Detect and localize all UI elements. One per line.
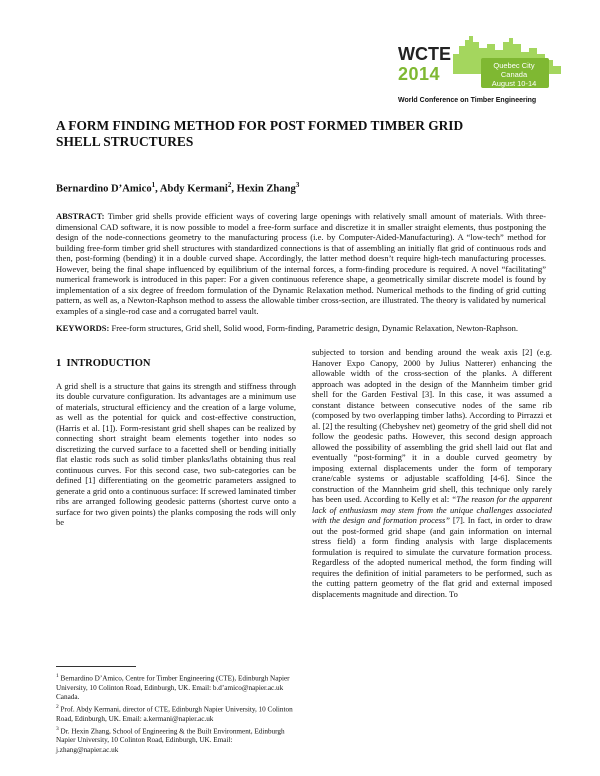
author-name: Bernardino D’Amico xyxy=(56,183,152,195)
author-name: Hexin Zhang xyxy=(236,183,296,195)
section-heading xyxy=(56,359,296,370)
author-separator: , xyxy=(155,183,160,195)
footnote-text: Dr. Hexin Zhang, School of Engineering & the Built Environment, Edinburgh Napier University, 10 Colinton Road, Edinburgh, UK. Email: j.zhang@napier.ac.uk xyxy=(56,727,285,754)
paper-title: A FORM FINDING METHOD FOR POST FORMED TIMBER GRID SHELL STRUCTURES xyxy=(56,118,464,149)
footnote-text: Bernardino D’Amico, Centre for Timber Engineering (CTE), Edinburgh Napier University, 10 Colinton Road, Edinburgh, UK. Email: b.d’amico@napier.ac.uk Canada. xyxy=(56,674,290,701)
footnote-mark: 3 xyxy=(56,725,59,732)
abstract-label: ABSTRACT: xyxy=(56,211,105,221)
keywords-label: KEYWORDS: xyxy=(56,323,110,333)
body-text: [7]. In fact, in order to draw out the post-formed grid shape (and gain information on internal stress field) a form finding analysis with large displacements formulation is required to simulate the curvature formation process. Regardless of the adopted numerical method, the form finding will requires the definition of initial parameters to be performed, such as the cutting pattern geometry of the flat grid and external imposed displacements magnitude and direction. To xyxy=(312,515,552,599)
footnotes xyxy=(56,666,296,756)
footnote-mark: 1 xyxy=(56,673,59,679)
conference-name: World Conference on Timber Engineering xyxy=(398,97,537,104)
author-affiliation-mark: 2 xyxy=(227,181,232,189)
abstract-text: Timber grid shells provide efficient ways of covering large openings with relatively small amount of materials. With three-dimensional CAD software, it is now possible to model a free-form surface and discretize it in smaller straight elements, thus postponing the design of the node-connections geometry to the manufacturing process (i.e. by Computer-Aided-Manufacturing). A “low-tech” method for building free-form timber grid shell structures with standardized connections is that of assembling an initially flat grid of continuous rods and then, post-forming (bending) it in a double curved shape. Accordingly, the latter method doesn’t require high-tech manufacturing processes. However, being the final shape influenced by equilibrium of the internal forces, a form-finding procedure is required. A novel “facilitating” numerical framework is introduced in this paper: For a given continuous reference shape, a geometrically similar discrete model is found by implementation of a six degree of freedom formulation of the Dynamic Relaxation method. Numerical methods to the finding of grid cutting pattern, as well as, a Newton-Raphson method to assess the allowable timber cross-section, are illustrated. The theory is validated by numerical examples of a single-rod case and a corrugated barrel vault. xyxy=(56,211,546,316)
author-affiliation-mark: 1 xyxy=(151,181,156,189)
quotation: “The reason for the apparent lack of enthusiasm may stem from the unique challenges associated with the design and formation process” xyxy=(312,494,552,525)
footnote xyxy=(56,672,296,702)
author-separator: , xyxy=(231,183,237,195)
author-affiliation-mark: 3 xyxy=(295,181,300,189)
footnote xyxy=(56,703,296,724)
conference-logo xyxy=(395,34,575,110)
abstract xyxy=(56,211,546,316)
logo-dates: August 10-14 xyxy=(491,79,537,88)
logo-country: Canada xyxy=(500,70,528,79)
intro-paragraph: A grid shell is a structure that gains its strength and stiffness through its double curvature configuration. Its advantages are a minimum use of materials, structural efficiency and the creation of a large volume, as well as the potential for quick and cost-effective construction, (Harris et al. [1]). Form-resistant grid shell shapes can be realized by connecting short straight beam elements together into nodes so discretizing the curved surface to a facetted shell or bending initially flat elastic rods such as solid timber planks/laths obtaining thus real continuous curves. For this second case, two sub-categories can be defined [1] differentiating on the geometric parameters assigned to generate a grid onto a continuous surface: If screwed laminated timber ribs are arranged following geodesic patterns (shortest curve onto a surface for two given points) the planks composing the rods will only be xyxy=(56,380,296,527)
author-name: Abdy Kermani xyxy=(159,183,228,195)
footnote-divider xyxy=(56,666,136,667)
section-number: 1 xyxy=(56,358,62,369)
logo-wordmark: WCTE xyxy=(398,44,451,64)
footnote xyxy=(56,725,296,755)
body-text: subjected to torsion and bending around the weak axis [2] (e.g. Hanover Expo Canopy, 2000 by Julius Natterer) enhancing the allowable width of the cross-section of the planks. A different approach was adopted in the design of the Mannheim timber grid shell for the Garden Festival [3]. In this case, it was assumed a constant distance between consecutive nodes of the same rib (composed by two overlapping timber laths). According to Pirrazzi et al. [2] the resulting (Chebyshev net) geometry of the grid shell did not follow the geodesic paths. However, this second design approach allowed the possibility of assembling the grid shell laid out flat and eventually “post-forming” it in a double curved geometry by imposing external displacements under the form of temporary crane/cable systems or adjustable scaffolding [4-6]. Since the construction of the Mannheim grid shell, this technique only rarely has been used. According to Kelly et al: xyxy=(312,347,552,504)
logo-location-dates xyxy=(483,61,545,88)
footnote-mark: 2 xyxy=(56,704,59,710)
section-title: INTRODUCTION xyxy=(66,358,151,369)
intro-paragraph-continued xyxy=(312,347,552,599)
keywords-text: Free-form structures, Grid shell, Solid wood, Form-finding, Parametric design, Dynamic Relaxation, Newton-Raphson. xyxy=(109,323,519,333)
logo-year: 2014 xyxy=(398,64,441,84)
left-column xyxy=(56,359,296,528)
logo-city: Quebec City xyxy=(493,61,535,70)
author-list xyxy=(56,181,299,195)
footnote-text: Prof. Abdy Kermani, director of CTE, Edinburgh Napier University, 10 Colinton Road, Edinburgh, UK. Email: a.kermani@napier.ac.uk xyxy=(56,705,293,723)
keywords xyxy=(56,323,546,334)
right-column xyxy=(312,347,552,599)
